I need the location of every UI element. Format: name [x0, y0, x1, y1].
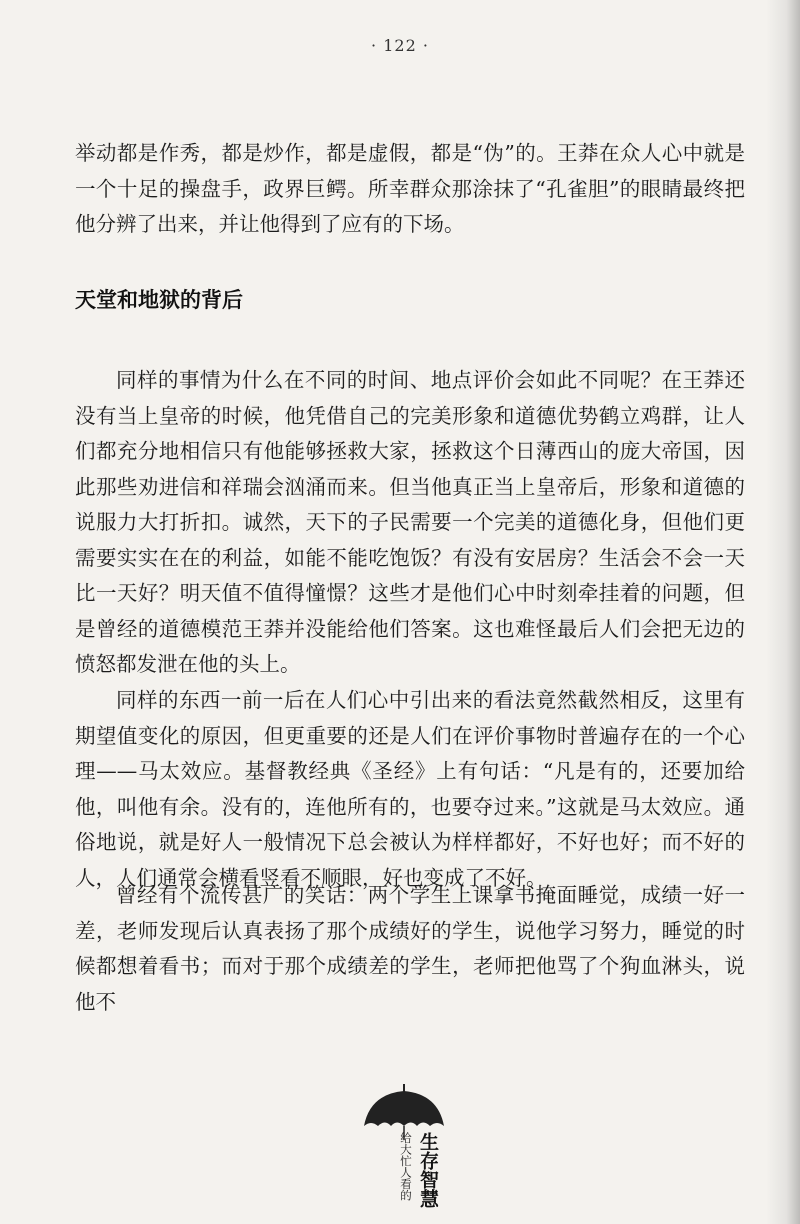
section-heading: 天堂和地狱的背后 — [75, 288, 243, 312]
umbrella-icon — [360, 1082, 470, 1224]
paragraph-1: 同样的事情为什么在不同的时间、地点评价会如此不同呢？在王莽还没有当上皇帝的时候，他凭借自己的完美形象和道德优势鹤立鸡群，让人们都充分地相信只有他能够拯救大家，拯救这个日薄西山的庞大帝国，因此那些劝进信和祥瑞会汹涌而来。但当他真正当上皇帝后，形象和道德的说服力大打折扣。诚然，天下的子民需要一个完美的道德化身，但他们更需要实实在在的利益，如能不能吃饱饭？有没有安居房？生活会不会一天比一天好？明天值不值得憧憬？这些才是他们心中时刻牵挂着的问题，但是曾经的道德模范王莽并没能给他们答案。这也难怪最后人们会把无边的愤怒都发泄在他的头上。 — [75, 368, 745, 676]
page-edge-shadow — [766, 0, 800, 1224]
footer-logo — [360, 1082, 470, 1224]
intro-paragraph: 举动都是作秀，都是炒作，都是虚假，都是“伪”的。王莽在众人心中就是一个十足的操盘手，政界巨鳄。所幸群众那涂抹了“孔雀胆”的眼睛最终把他分辨了出来，并让他得到了应有的下场。 — [75, 141, 745, 236]
paragraph-2: 同样的东西一前一后在人们心中引出来的看法竟然截然相反，这里有期望值变化的原因，但更重要的还是人们在评价事物时普遍存在的一个心理——马太效应。基督教经典《圣经》上有句话：“凡是有的，还要加给他，叫他有余。没有的，连他所有的，也要夺过来。”这就是马太效应。通俗地说，就是好人一般情况下总会被认为样样都好，不好也好；而不好的人，人们通常会横看竖看不顺眼，好也变成了不好。 — [75, 688, 745, 890]
paragraph-3: 曾经有个流传甚广的笑话：两个学生上课拿书掩面睡觉，成绩一好一差，老师发现后认真表扬了那个成绩好的学生，说他学习努力，睡觉的时候都想着看书；而对于那个成绩差的学生，老师把他骂了个狗血淋头，说他不 — [75, 883, 745, 1014]
logo-subtitle: 给大忙人看的 — [399, 1132, 413, 1201]
page-number: · 122 · — [371, 36, 429, 55]
logo-title: 生存智慧 — [417, 1132, 439, 1208]
